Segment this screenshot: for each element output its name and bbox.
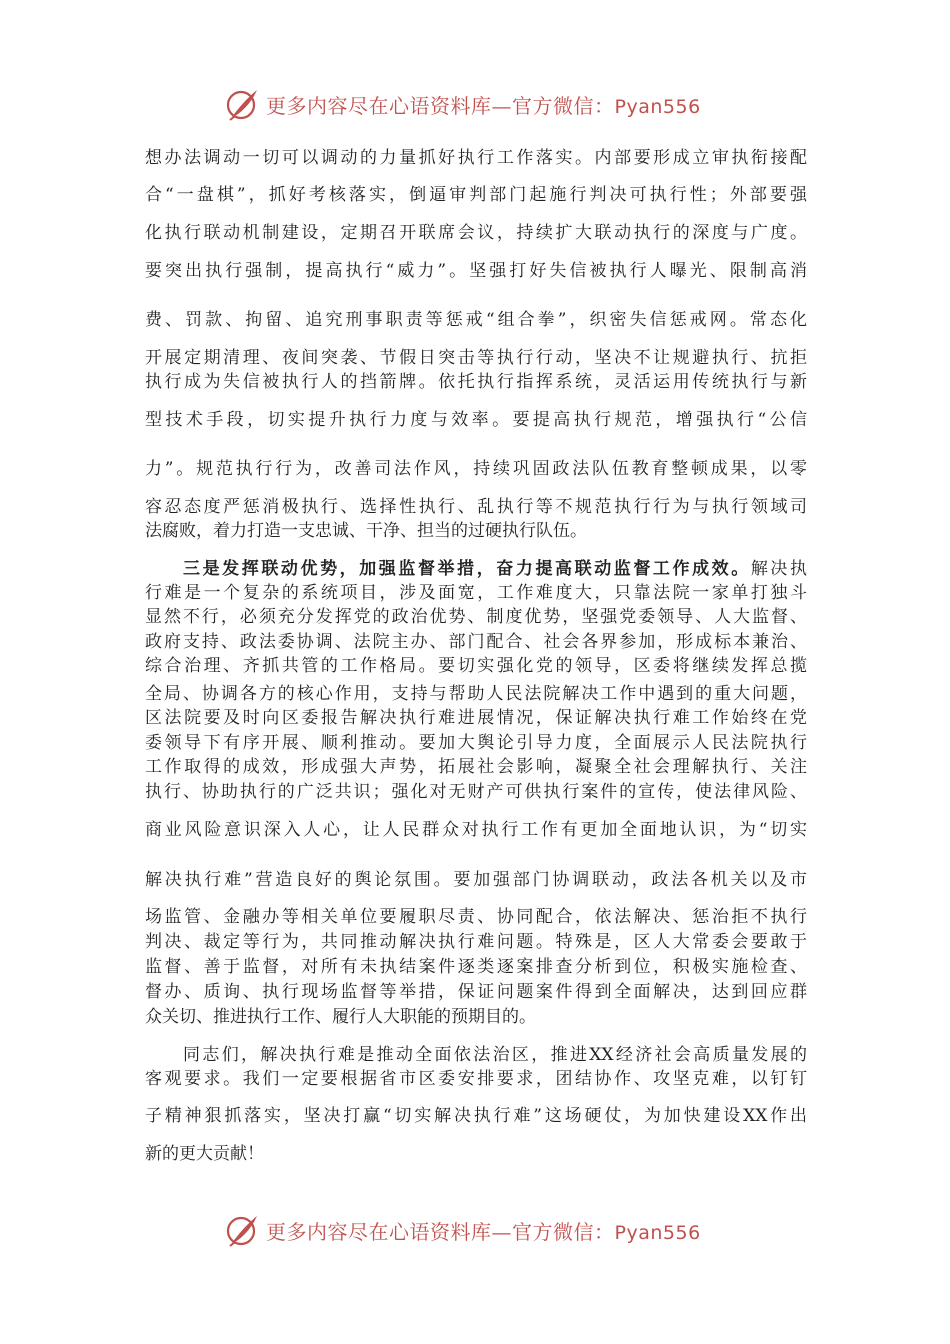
text-line: 要突出执行强制，提高执行“威力”。坚强打好失信被执行人曝光、限制高消 — [145, 261, 807, 281]
text-line: 合“一盘棋”，抓好考核落实，倒逼审判部门起施行判决可执行性；外部要强 — [145, 185, 807, 205]
text-line: 法腐败，着力打造一支忠诚、干净、担当的过硬执行队伍。 — [145, 521, 587, 541]
text-line: 场监管、金融办等相关单位要履职尽责、协同配合，依法解决、惩治拒不执行 — [145, 907, 807, 927]
text-line: 工作取得的成效，形成强大声势，拓展社会影响，凝聚全社会理解执行、关注 — [145, 757, 807, 777]
text-line: 容忍态度严惩消极执行、选择性执行、乱执行等不规范执行行为与执行领域司 — [145, 497, 807, 517]
text-line: 型技术手段，切实提升执行力度与效率。要提高执行规范，增强执行“公信 — [145, 410, 807, 430]
header-watermark — [226, 86, 701, 122]
text-line: 督办、质询、执行现场监督等举措，保证问题案件得到全面解决，达到回应群 — [145, 982, 807, 1002]
text-line: 行难是一个复杂的系统项目，涉及面宽，工作难度大，只靠法院一家单打独斗 — [145, 583, 807, 603]
text-line: 同志们，解决执行难是推动全面依法治区，推进XX经济社会高质量发展的 — [183, 1045, 807, 1065]
text-line: 化执行联动机制建设，定期召开联席会议，持续扩大联动执行的深度与广度。 — [145, 223, 807, 243]
text-line: 想办法调动一切可以调动的力量抓好执行工作落实。内部要形成立审执衔接配 — [145, 148, 807, 168]
text-line: 开展定期清理、夜间突袭、节假日突击等执行行动，坚决不让规避执行、抗拒 — [145, 348, 807, 368]
text-line: 全局、协调各方的核心作用，支持与帮助人民法院解决工作中遇到的重大问题， — [145, 684, 807, 704]
text-line: 子精神狠抓落实，坚决打赢“切实解决执行难”这场硬仗，为加快建设XX作出 — [145, 1106, 807, 1126]
text-line: 费、罚款、拘留、追究刑事职责等惩戒“组合拳”，织密失信惩戒网。常态化 — [145, 310, 807, 330]
text-line: 政府支持、政法委协调、法院主办、部门配合、社会各界参加，形成标本兼治、 — [145, 632, 807, 652]
text-line: 监督、善于监督，对所有未执结案件逐类逐案排查分析到位，积极实施检查、 — [145, 957, 807, 977]
text-line: 区法院要及时向区委报告解决执行难进展情况，保证解决执行难工作始终在党 — [145, 708, 807, 728]
watermark-text: 更多内容尽在心语资料库—官方微信：Pyan556 — [266, 1219, 701, 1244]
text-line: 委领导下有序开展、顺利推动。要加大舆论引导力度，全面展示人民法院执行 — [145, 733, 807, 753]
text-line: 综合治理、齐抓共管的工作格局。要切实强化党的领导，区委将继续发挥总揽 — [145, 656, 807, 676]
quill-pen-circle-icon — [226, 87, 260, 121]
text-line: 显然不行，必须充分发挥党的政治优势、制度优势，坚强党委领导、人大监督、 — [145, 607, 807, 627]
text-line: 众关切、推进执行工作、履行人大职能的预期目的。 — [145, 1007, 536, 1027]
text-line: 力”。规范执行行为，改善司法作风，持续巩固政法队伍教育整顿成果，以零 — [145, 459, 807, 479]
text-line: 判决、裁定等行为，共同推动解决执行难问题。特殊是，区人大常委会要敢于 — [145, 932, 807, 952]
footer-watermark — [226, 1212, 701, 1248]
watermark-text: 更多内容尽在心语资料库—官方微信：Pyan556 — [266, 93, 701, 118]
text-line: 商业风险意识深入人心，让人民群众对执行工作有更加全面地认识，为“切实 — [145, 820, 807, 840]
text-line: 客观要求。我们一定要根据省市区委安排要求，团结协作、攻坚克难，以钉钉 — [145, 1069, 807, 1089]
text-line: 执行成为失信被执行人的挡箭牌。依托执行指挥系统，灵活运用传统执行与新 — [145, 372, 807, 392]
quill-pen-circle-icon — [226, 1213, 260, 1247]
section-heading-line: 三是发挥联动优势，加强监督举措，奋力提高联动监督工作成效。解决执 — [183, 559, 808, 579]
text-line: 新的更大贡献！ — [145, 1144, 264, 1164]
text-line: 执行、协助执行的广泛共识；强化对无财产可供执行案件的宣传，使法律风险、 — [145, 782, 807, 802]
section-heading: 三是发挥联动优势，加强监督举措，奋力提高联动监督工作成效。 — [183, 559, 751, 579]
text-line: 解决执行难”营造良好的舆论氛围。要加强部门协调联动，政法各机关以及市 — [145, 870, 807, 890]
